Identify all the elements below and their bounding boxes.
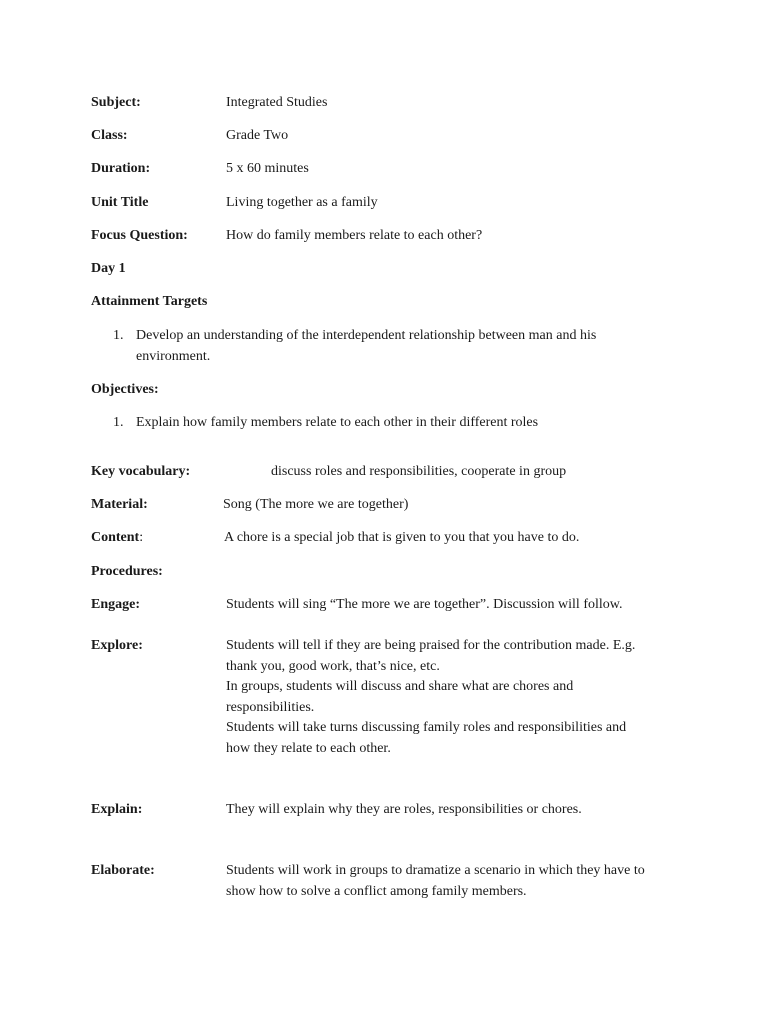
explore-line: Students will take turns discussing family roles and responsibilities and bbox=[226, 720, 627, 735]
elaborate-line: Students will work in groups to dramatize a scenario in which they have to bbox=[226, 863, 645, 878]
explore-line: how they relate to each other. bbox=[226, 740, 391, 756]
attainment-targets-heading: Attainment Targets bbox=[91, 294, 208, 309]
list-number: 1. bbox=[113, 415, 124, 430]
engage-label: Engage: bbox=[91, 597, 140, 612]
focus-question-value: How do family members relate to each other? bbox=[226, 228, 483, 243]
material-value: Song (The more we are together) bbox=[223, 497, 409, 512]
explain-label: Explain: bbox=[91, 802, 143, 817]
objective-text: Explain how family members relate to each other in their different roles bbox=[136, 415, 539, 430]
elaborate-row bbox=[91, 861, 708, 906]
explore-line: responsibilities. bbox=[226, 699, 315, 715]
key-vocabulary-value: discuss roles and responsibilities, cooperate in group bbox=[271, 464, 567, 479]
elaborate-label: Elaborate: bbox=[91, 863, 155, 878]
content-value: A chore is a special job that is given to you that you have to do. bbox=[224, 530, 580, 545]
explore-text bbox=[226, 636, 696, 759]
material-label: Material: bbox=[91, 497, 148, 512]
engage-value: Students will sing “The more we are together”. Discussion will follow. bbox=[226, 597, 623, 612]
objectives-heading: Objectives: bbox=[91, 382, 159, 397]
key-vocabulary-label: Key vocabulary: bbox=[91, 464, 191, 479]
explore-line: thank you, good work, that’s nice, etc. bbox=[226, 658, 440, 674]
elaborate-line: show how to solve a conflict among family members. bbox=[226, 883, 527, 899]
explore-row bbox=[91, 636, 708, 766]
content-label-colon: : bbox=[139, 530, 144, 545]
class-value: Grade Two bbox=[226, 128, 289, 143]
explain-value: They will explain why they are roles, responsibilities or chores. bbox=[226, 802, 582, 817]
focus-question-label: Focus Question: bbox=[91, 228, 188, 243]
unit-title-label: Unit Title bbox=[91, 195, 149, 210]
list-number: 1. bbox=[113, 328, 124, 343]
subject-label: Subject: bbox=[91, 95, 141, 110]
elaborate-text bbox=[226, 861, 696, 902]
duration-label: Duration: bbox=[91, 161, 151, 176]
subject-value: Integrated Studies bbox=[226, 95, 328, 110]
content-label bbox=[91, 528, 143, 548]
duration-value: 5 x 60 minutes bbox=[226, 161, 309, 176]
procedures-heading: Procedures: bbox=[91, 564, 163, 579]
class-label: Class: bbox=[91, 128, 128, 143]
explore-line: In groups, students will discuss and share what are chores and bbox=[226, 679, 574, 694]
content-label-text: Content bbox=[91, 530, 140, 545]
explore-line: Students will tell if they are being praised for the contribution made. E.g. bbox=[226, 638, 636, 653]
day-heading: Day 1 bbox=[91, 261, 126, 276]
explore-label: Explore: bbox=[91, 638, 143, 653]
unit-title-value: Living together as a family bbox=[226, 195, 378, 210]
attainment-target-text: Develop an understanding of the interdependent relationship between man and his environment. bbox=[136, 328, 597, 364]
